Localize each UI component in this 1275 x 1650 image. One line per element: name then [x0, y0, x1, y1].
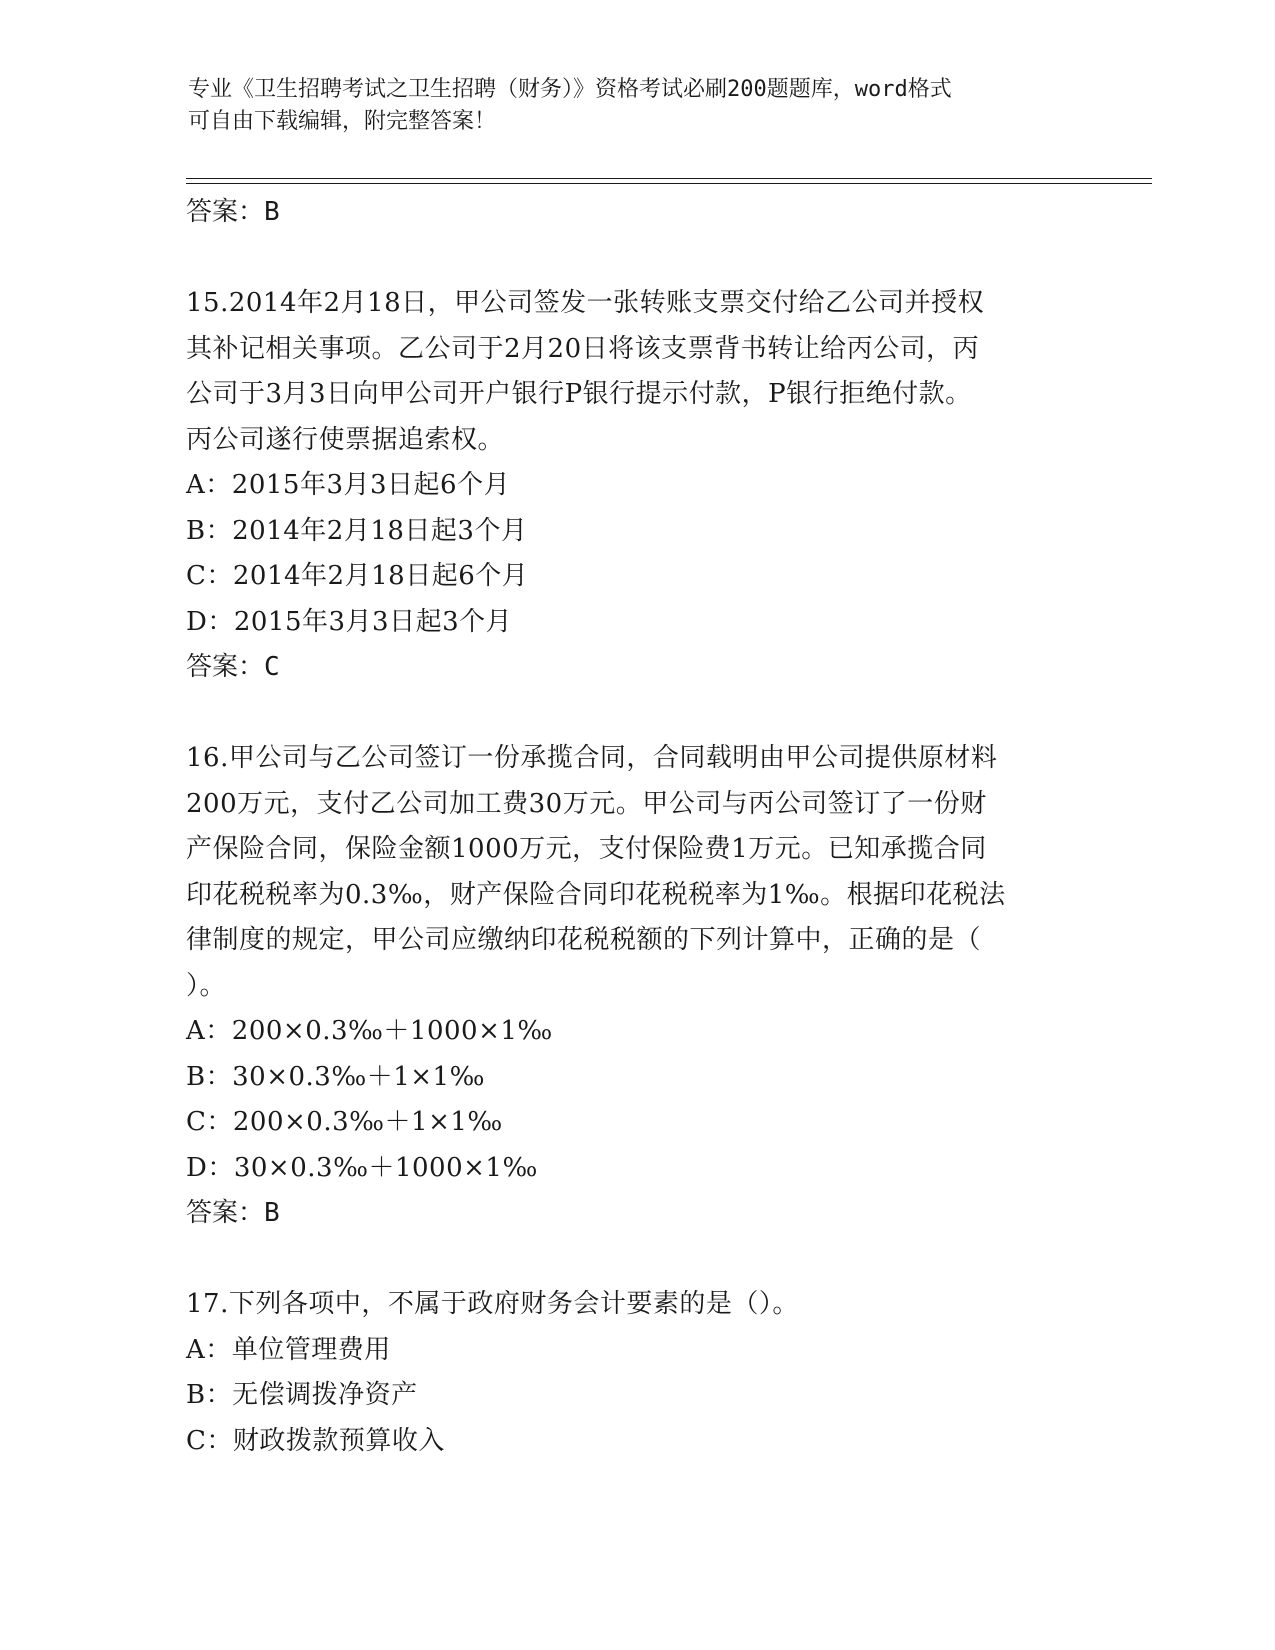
option-c: C：财政拨款预算收入: [186, 1425, 445, 1456]
page-header: [188, 74, 1068, 138]
question-text-line: 16.甲公司与乙公司签订一份承揽合同，合同载明由甲公司提供原材料: [186, 743, 998, 773]
option-a: A：2015年3月3日起6个月: [186, 470, 511, 500]
answer-line: 答案：B: [186, 1198, 280, 1228]
question-text-line: 17.下列各项中，不属于政府财务会计要素的是（）。: [186, 1289, 799, 1319]
header-rule-top: [186, 178, 1152, 179]
option-c: C：2014年2月18日起6个月: [186, 561, 529, 591]
question-17: [186, 1282, 1086, 1464]
option-d: D：30×0.3‰＋1000×1‰: [186, 1152, 538, 1183]
question-15: [186, 281, 1086, 691]
question-16: [186, 736, 1086, 1237]
option-b: B：30×0.3‰＋1×1‰: [186, 1061, 485, 1092]
option-b: B：2014年2月18日起3个月: [186, 515, 528, 546]
question-text-line: 印花税税率为0.3‰，财产保险合同印花税税率为1‰。根据印花税法: [186, 879, 1006, 910]
option-a: A：单位管理费用: [186, 1334, 391, 1365]
question-text-line: 产保险合同，保险金额1000万元，支付保险费1万元。已知承揽合同: [186, 834, 987, 864]
question-text-line: 律制度的规定，甲公司应缴纳印花税税额的下列计算中，正确的是（: [186, 925, 982, 955]
header-rule-bottom: [186, 183, 1152, 184]
option-a: A：200×0.3‰＋1000×1‰: [186, 1016, 553, 1046]
question-text-line: 丙公司遂行使票据追索权。: [186, 424, 505, 455]
question-text-line: 200万元，支付乙公司加工费30万元。甲公司与丙公司签订了一份财: [186, 788, 987, 819]
option-d: D：2015年3月3日起3个月: [186, 606, 513, 637]
option-b: B：无偿调拨净资产: [186, 1380, 418, 1410]
answer-line: 答案：C: [186, 652, 280, 682]
question-text-line: 其补记相关事项。乙公司于2月20日将该支票背书转让给丙公司，丙: [186, 333, 980, 364]
header-line-2: 可自由下载编辑，附完整答案！: [188, 109, 497, 134]
header-line-1: 专业《卫生招聘考试之卫生招聘（财务）》资格考试必刷200题题库，word格式: [188, 77, 952, 102]
document-body: [186, 190, 1086, 1464]
block-spacer: [186, 236, 1086, 282]
question-text-line: 公司于3月3日向甲公司开户银行P银行提示付款，P银行拒绝付款。: [186, 379, 972, 409]
block-spacer: [186, 691, 1086, 737]
option-c: C：200×0.3‰＋1×1‰: [186, 1107, 503, 1137]
answer-line: 答案：B: [186, 197, 280, 227]
question-text-line: 15.2014年2月18日，甲公司签发一张转账支票交付给乙公司并授权: [186, 288, 985, 318]
block-spacer: [186, 1237, 1086, 1283]
question-text-line: ）。: [186, 970, 227, 1001]
